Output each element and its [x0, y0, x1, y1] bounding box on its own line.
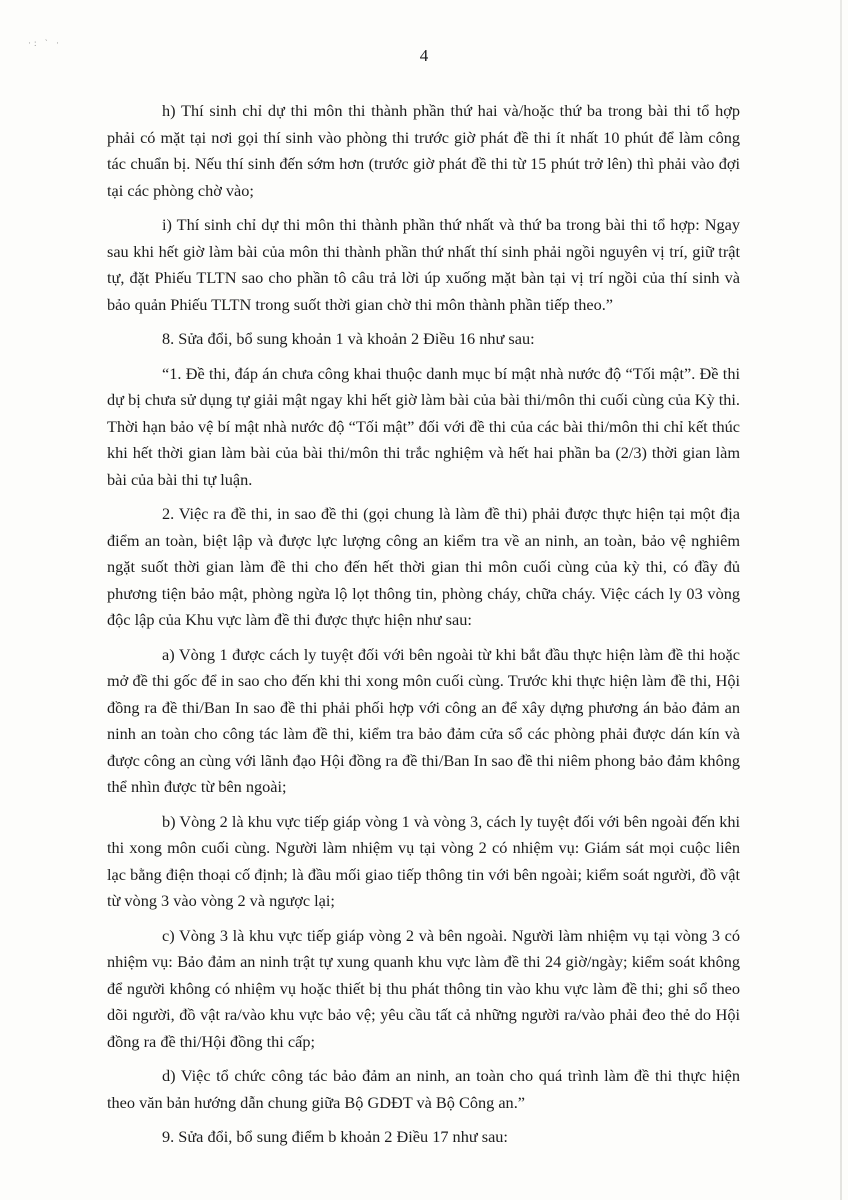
- scan-speck: ·: ` ·: [28, 38, 62, 48]
- document-body: [107, 98, 740, 1159]
- paragraph-item-9: 9. Sửa đổi, bổ sung điểm b khoản 2 Điều 17 như sau:: [162, 1127, 508, 1146]
- paragraph-clause-2: 2. Việc ra đề thi, in sao đề thi (gọi chung là làm đề thi) phải được thực hiện tại một địa điểm an toàn, biệt lập và được lực lượng công an kiểm tra về an ninh, an toàn, bảo vệ nghiêm ngặt suốt thời gian làm đề thi cho đến hết thời gian thi môn cuối cùng của kỳ thi, có đầy đủ phương tiện bảo mật, phòng ngừa lộ lọt thông tin, phòng cháy, chữa cháy. Việc cách ly 03 vòng độc lập của Khu vực làm đề thi được thực hiện như sau:: [107, 504, 740, 629]
- paragraph-h: h) Thí sinh chỉ dự thi môn thi thành phần thứ hai và/hoặc thứ ba trong bài thi tổ hợp phải có mặt tại nơi gọi thí sinh vào phòng thi trước giờ phát đề thi ít nhất 10 phút để làm công tác chuẩn bị. Nếu thí sinh đến sớm hơn (trước giờ phát đề thi từ 15 phút trở lên) thì phải vào đợi tại các phòng chờ vào;: [107, 101, 740, 200]
- paragraph-point-b: b) Vòng 2 là khu vực tiếp giáp vòng 1 và vòng 3, cách ly tuyệt đối với bên ngoài đến khi thi xong môn cuối cùng. Người làm nhiệm vụ tại vòng 2 có nhiệm vụ: Giám sát mọi cuộc liên lạc bằng điện thoại cố định; là đầu mối giao tiếp thông tin với bên ngoài; kiểm soát người, đồ vật từ vòng 3 vào vòng 2 và ngược lại;: [107, 811, 740, 910]
- page-number: 4: [419, 46, 429, 65]
- paragraph-point-a: a) Vòng 1 được cách ly tuyệt đối với bên ngoài từ khi bắt đầu thực hiện làm đề thi hoặc mở đề thi gốc để in sao cho đến khi thi xong môn cuối cùng. Trước khi thực hiện làm đề thi, Hội đồng ra đề thi/Ban In sao đề thi phải phối hợp với công an để xây dựng phương án bảo đảm an ninh an toàn cho công tác làm đề thi, kiểm tra bảo đảm cửa sổ các phòng phải được dán kín và được công an cùng với lãnh đạo Hội đồng ra đề thi/Ban In sao đề thi niêm phong bảo đảm không thể nhìn được từ bên ngoài;: [107, 644, 740, 796]
- paragraph-item-8: 8. Sửa đổi, bổ sung khoản 1 và khoản 2 Điều 16 như sau:: [162, 329, 535, 348]
- paragraph-point-d: d) Việc tổ chức công tác bảo đảm an ninh, an toàn cho quá trình làm đề thi thực hiện theo văn bản hướng dẫn chung giữa Bộ GDĐT và Bộ Công an.”: [107, 1066, 740, 1112]
- paragraph-point-c: c) Vòng 3 là khu vực tiếp giáp vòng 2 và bên ngoài. Người làm nhiệm vụ tại vòng 3 có nhiệm vụ: Bảo đảm an ninh trật tự xung quanh khu vực làm đề thi 24 giờ/ngày; kiểm soát không để người không có nhiệm vụ hoặc thiết bị thu phát thông tin vào khu vực làm đề thi; ghi sổ theo dõi người, đồ vật ra/vào khu vực bảo vệ; yêu cầu tất cả những người ra/vào phải đeo thẻ do Hội đồng ra đề thi/Hội đồng thi cấp;: [107, 925, 740, 1051]
- paragraph-i: i) Thí sinh chỉ dự thi môn thi thành phần thứ nhất và thứ ba trong bài thi tổ hợp: Ngay sau khi hết giờ làm bài của môn thi thành phần thứ nhất thí sinh phải ngồi nguyên vị trí, giữ trật tự, đặt Phiếu TLTN sao cho phần tô câu trả lời úp xuống mặt bàn tại vị trí ngồi của thí sinh và bảo quản Phiếu TLTN trong suốt thời gian chờ thi môn thành phần tiếp theo.”: [107, 215, 740, 314]
- scan-edge: [840, 0, 842, 1200]
- paragraph-clause-1: “1. Đề thi, đáp án chưa công khai thuộc danh mục bí mật nhà nước độ “Tối mật”. Đề thi dự bị chưa sử dụng tự giải mật ngay khi hết giờ làm bài của bài thi/môn thi cuối cùng của Kỳ thi. Thời hạn bảo vệ bí mật nhà nước độ “Tối mật” đối với đề thi của các bài thi/môn thi chỉ kết thúc khi hết thời gian làm bài của bài thi/môn thi trắc nghiệm và hết hai phần ba (2/3) thời gian làm bài của bài thi tự luận.: [107, 363, 740, 489]
